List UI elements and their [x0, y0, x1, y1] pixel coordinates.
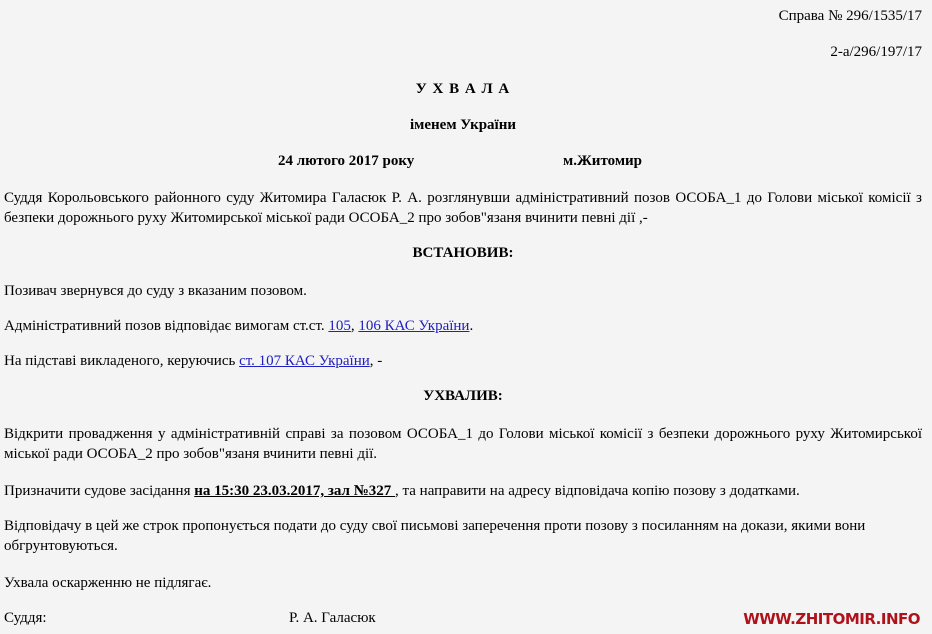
- article-106-link[interactable]: 106 КАС України: [358, 318, 470, 334]
- ruling-date: 24 лютого 2017 року: [278, 153, 415, 169]
- document-title: У Х В А Л А: [415, 81, 511, 97]
- basis-text: На підставі викладеного, керуючись: [4, 353, 240, 369]
- article-107-link[interactable]: ст. 107 КАС України: [239, 353, 370, 369]
- paragraph-requirements: [4, 316, 922, 336]
- requirements-text: Адміністративний позов відповідає вимогам ст.ст.: [4, 318, 329, 334]
- basis-trailer: , -: [369, 353, 383, 369]
- ruling-schedule-hearing: [4, 481, 922, 501]
- ruling-city: м.Житомир: [563, 153, 643, 169]
- schedule-trailer: , та направити на адресу відповідача копію позову з додатками.: [395, 483, 800, 499]
- ruling-objections: Відповідачу в цей же строк пропонується подати до суду свої письмові заперечення проти позову з посиланням на докази, якими вони обгрунтовуються.: [4, 518, 866, 554]
- ruling-open-proceedings: Відкрити провадження у адміністративній справі за позовом ОСОБА_1 до Голови міської комісії з безпеки дорожнього руху Житомирської міської ради ОСОБА_2 про зобов"язаня вчинити певні дії.: [4, 426, 922, 462]
- period: .: [469, 318, 474, 334]
- paragraph-claim: Позивач звернувся до суду з вказаним позовом.: [4, 283, 307, 299]
- signature-name: Р. А. Галасюк: [289, 610, 376, 626]
- ruling-no-appeal: Ухвала оскарженню не підлягає.: [4, 575, 212, 591]
- document-subtitle: іменем України: [409, 117, 517, 133]
- separator: ,: [350, 318, 359, 334]
- site-watermark: WWW.ZHITOMIR.INFO: [743, 610, 920, 628]
- signature-label: Суддя:: [4, 610, 47, 626]
- case-number: Справа № 296/1535/17: [778, 8, 922, 24]
- section-established: ВСТАНОВИВ:: [412, 245, 514, 261]
- hearing-time: на 15:30 23.03.2017, зал №327: [194, 483, 396, 499]
- paragraph-basis: [4, 351, 922, 371]
- article-105-link[interactable]: 105: [328, 318, 351, 334]
- case-sub-number: 2-а/296/197/17: [830, 44, 922, 60]
- schedule-text: Призначити судове засідання: [4, 483, 195, 499]
- section-ruled: УХВАЛИВ:: [423, 388, 503, 404]
- intro-paragraph: Суддя Корольовського районного суду Житомира Галасюк Р. А. розглянувши адміністративний позов ОСОБА_1 до Голови міської комісії з безпеки дорожнього руху Житомирської міської ради ОСОБА_2 про зобов"язаня вчинити певні дії ,-: [4, 190, 922, 226]
